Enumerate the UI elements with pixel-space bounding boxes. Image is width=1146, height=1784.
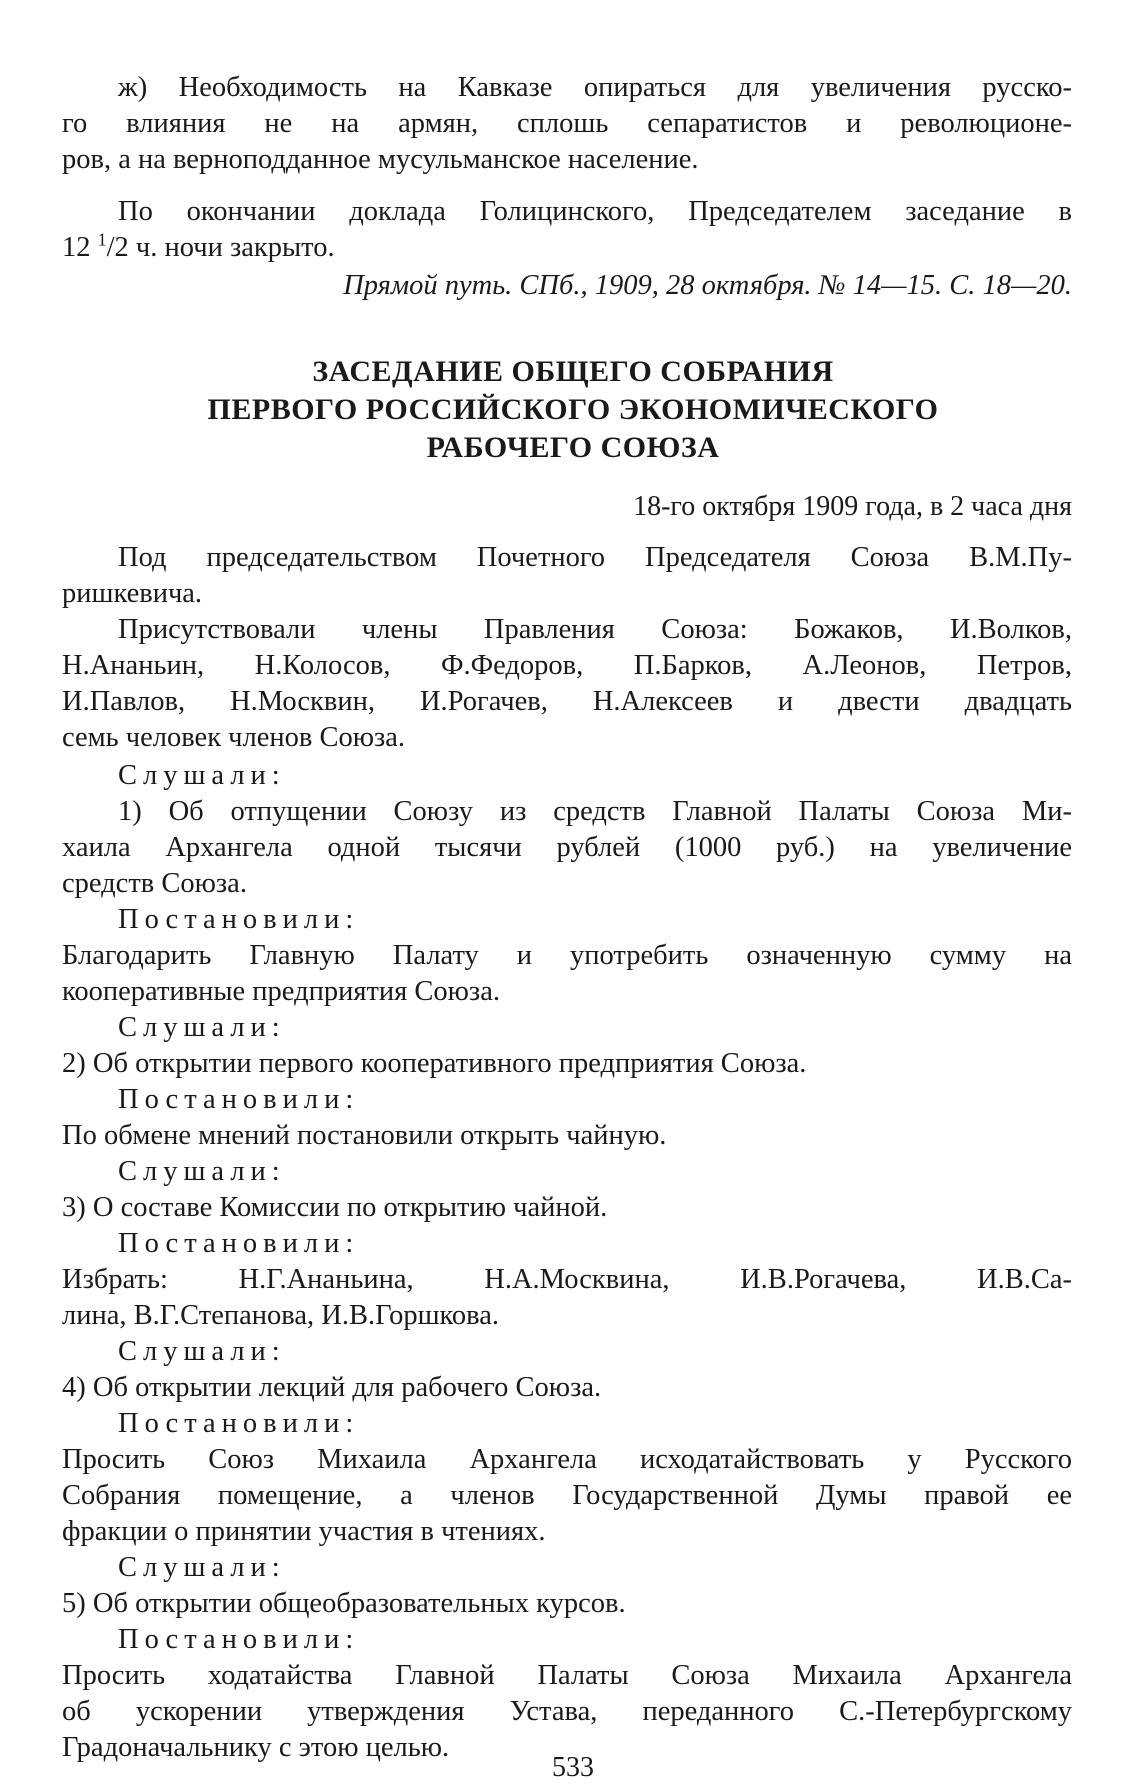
source-citation: Прямой путь. СПб., 1909, 28 октября. № 14—15. С. 18—20. [343,270,1072,301]
meeting-date: 18-го октября 1909 года, в 2 часа дня [633,491,1072,522]
resolved-label: Постановили: [118,904,360,935]
text-line: лина, В.Г.Степанова, И.В.Горшкова. [62,1300,500,1331]
text-line: семь человек членов Союза. [62,722,406,753]
text-line: ришкевича. [62,578,203,609]
document-heading-line: РАБОЧЕГО СОЮЗА [426,431,720,464]
resolved-label: Постановили: [118,1408,360,1439]
text-line: Собрания помещение, а членов Государственной Думы правой ее [62,1480,1072,1511]
heard-label: Слушали: [118,1156,286,1187]
text-line: кооперативные предприятия Союза. [62,976,500,1007]
fraction-whole: 12 [62,232,91,263]
document-heading-line: ЗАСЕДАНИЕ ОБЩЕГО СОБРАНИЯ [312,355,834,388]
text-line: 2) Об открытии первого кооперативного предприятия Союза. [62,1048,807,1079]
heard-label: Слушали: [118,1336,286,1367]
resolved-label: Постановили: [118,1228,360,1259]
text-line: ров, а на верноподданное мусульманское население. [62,144,699,175]
text-line [62,230,335,266]
fraction-tail: ч. ночи закрыто. [135,232,335,263]
text-line: Градоначальнику с этою целью. [62,1732,450,1763]
text-line: Просить ходатайства Главной Палаты Союза Михаила Архангела [62,1660,1072,1691]
text-line: Благодарить Главную Палату и употребить означенную сумму на [62,940,1072,971]
fraction-denominator: 2 [114,232,129,263]
heard-label: Слушали: [118,1552,286,1583]
document-heading-line: ПЕРВОГО РОССИЙСКОГО ЭКОНОМИЧЕСКОГО [207,393,939,426]
text-line: По окончании доклада Голицинского, Председателем заседание в [118,196,1072,227]
text-line: го влияния не на армян, сплошь сепаратистов и революционе- [62,108,1072,139]
text-line: 4) Об открытии лекций для рабочего Союза. [62,1372,602,1403]
page-number: 533 [552,1752,594,1783]
heard-label: Слушали: [118,1012,286,1043]
resolved-label: Постановили: [118,1624,360,1655]
text-line: об ускорении утверждения Устава, переданного С.-Петербургскому [62,1696,1072,1727]
text-line: фракции о принятии участия в чтениях. [62,1516,546,1547]
text-line: И.Павлов, Н.Москвин, И.Рогачев, Н.Алексеев и двести двадцать [62,686,1072,717]
text-line: хаила Архангела одной тысячи рублей (1000 руб.) на увеличение [62,832,1072,863]
text-line: средств Союза. [62,868,247,899]
text-line: 5) Об открытии общеобразовательных курсов. [62,1588,626,1619]
heard-label: Слушали: [118,760,286,791]
text-line: Просить Союз Михаила Архангела исходатайствовать у Русского [62,1444,1072,1475]
resolved-label: Постановили: [118,1084,360,1115]
text-line: 3) О составе Комиссии по открытию чайной. [62,1192,608,1223]
text-line: Н.Ананьин, Н.Колосов, Ф.Федоров, П.Барков, А.Леонов, Петров, [62,650,1072,681]
fraction-numerator: 1 [97,229,107,250]
text-line: Избрать: Н.Г.Ананьина, Н.А.Москвина, И.В.Рогачева, И.В.Са- [62,1264,1072,1295]
text-line: 1) Об отпущении Союзу из средств Главной Палаты Союза Ми- [118,796,1072,827]
text-line: Под председательством Почетного Председателя Союза В.М.Пу- [118,542,1072,573]
text-line: По обмене мнений постановили открыть чайную. [62,1120,667,1151]
fraction-slash: / [106,232,115,263]
text-line: Присутствовали члены Правления Союза: Божаков, И.Волков, [118,614,1072,645]
text-line: ж) Необходимость на Кавказе опираться для увеличения русско- [118,72,1072,103]
